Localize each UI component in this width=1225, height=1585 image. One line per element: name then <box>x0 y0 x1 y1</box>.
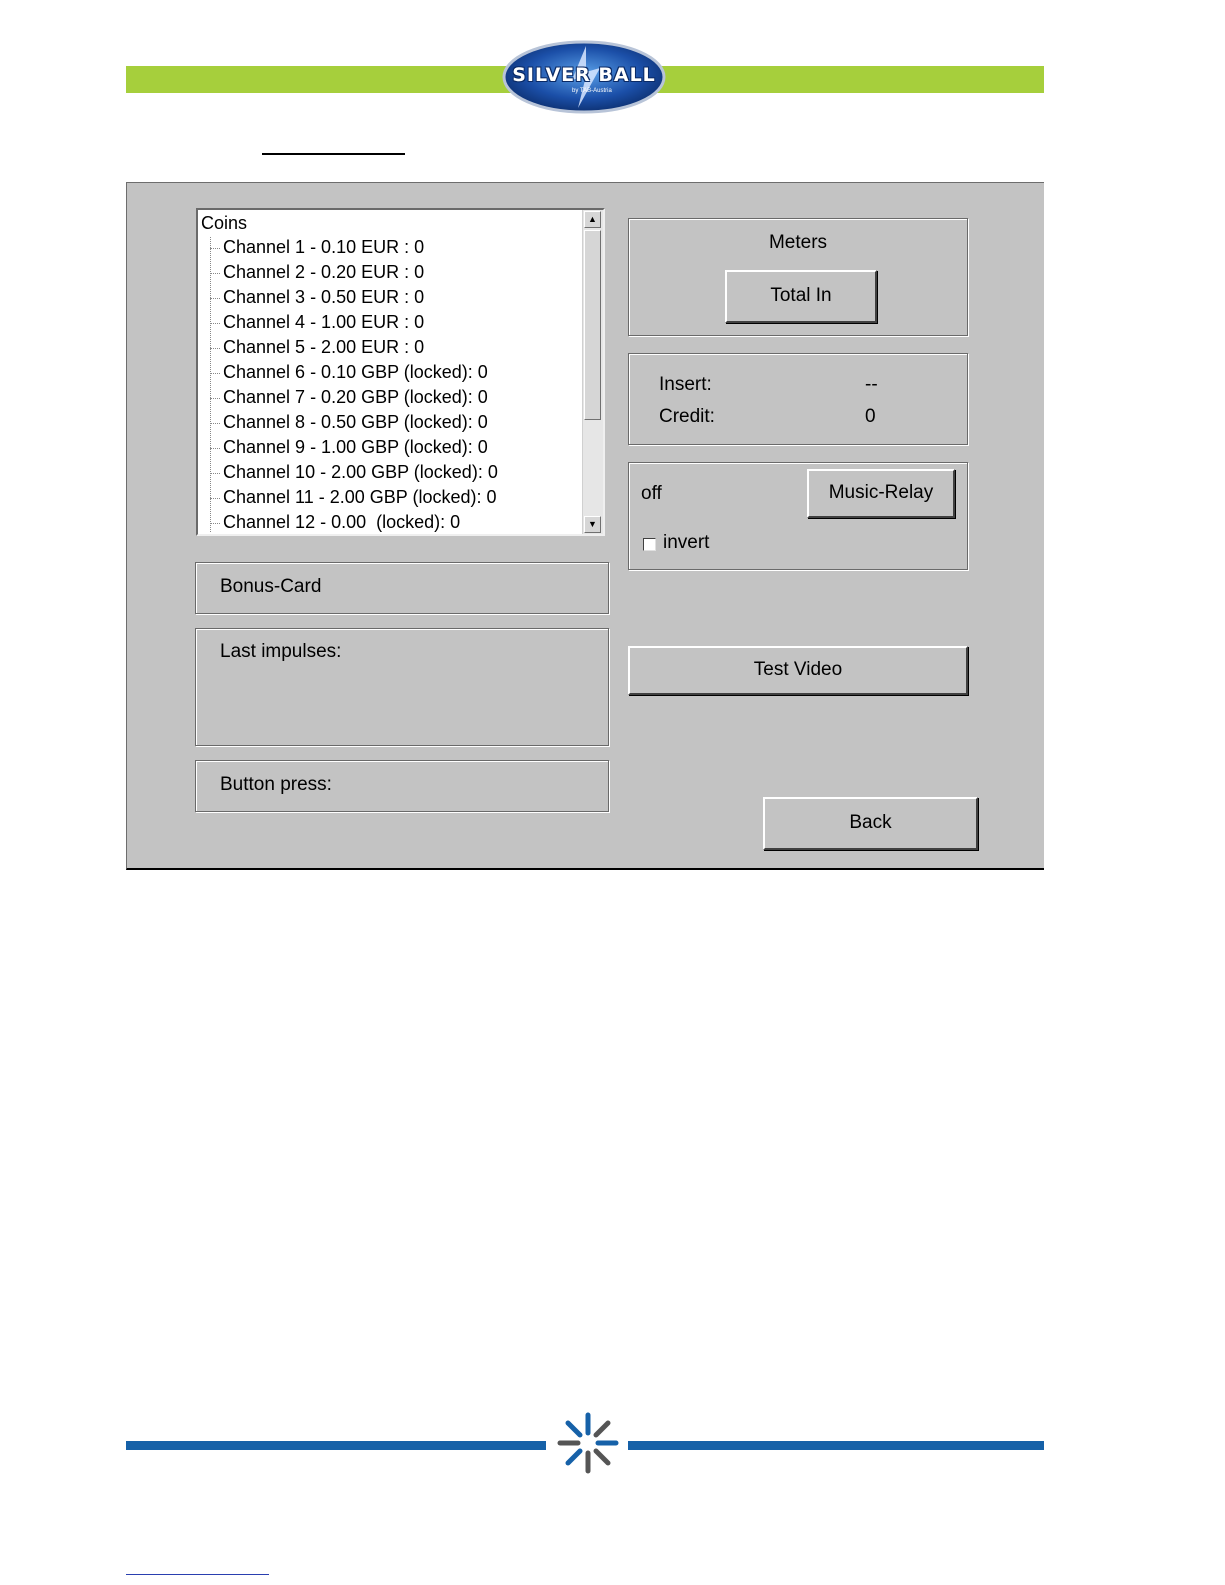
coin-channel-label: Channel 3 - 0.50 EUR : 0 <box>223 287 425 307</box>
coin-channel-item[interactable] <box>210 435 488 460</box>
coin-channel-label: Channel 5 - 2.00 EUR : 0 <box>223 337 425 357</box>
coin-channel-label: Channel 10 - 2.00 GBP (locked): 0 <box>223 462 498 482</box>
credit-label: Credit: <box>659 406 715 427</box>
meters-title: Meters <box>768 232 828 253</box>
footer-line-right <box>628 1441 1044 1450</box>
coins-tree-list[interactable] <box>196 208 605 536</box>
coins-scrollbar[interactable] <box>582 210 603 534</box>
coins-root-label[interactable]: Coins <box>201 213 248 233</box>
tree-branch-line <box>210 348 220 349</box>
logo-text: SILVER BALL <box>512 64 656 86</box>
coin-channel-label: Channel 8 - 0.50 GBP (locked): 0 <box>223 412 488 432</box>
last-impulses-box <box>195 628 609 746</box>
insert-credit-box <box>628 353 968 445</box>
bonus-card-label: Bonus-Card <box>220 576 322 597</box>
button-press-box <box>195 760 609 812</box>
back-button[interactable]: Back <box>763 797 978 850</box>
coin-channel-item[interactable] <box>210 235 424 260</box>
coin-channel-label: Channel 2 - 0.20 EUR : 0 <box>223 262 425 282</box>
music-relay-state: off <box>641 483 662 504</box>
coin-channel-item[interactable] <box>210 460 498 485</box>
tree-branch-line <box>210 498 220 499</box>
total-in-button[interactable]: Total In <box>725 270 877 323</box>
coin-channel-label: Channel 1 - 0.10 EUR : 0 <box>223 237 425 257</box>
test-video-button[interactable]: Test Video <box>628 646 968 695</box>
coin-channel-label: Channel 4 - 1.00 EUR : 0 <box>223 312 425 332</box>
logo-subtitle: by TAB-Austria <box>572 88 612 94</box>
coin-channel-label: Channel 12 - 0.00 (locked): 0 <box>223 512 461 532</box>
footer-line-left <box>126 1441 546 1450</box>
coin-channel-item[interactable] <box>210 260 424 285</box>
coin-channel-item[interactable] <box>210 310 424 335</box>
last-impulses-label: Last impulses: <box>220 641 342 662</box>
coin-channel-item[interactable] <box>210 360 488 385</box>
tree-branch-line <box>210 323 220 324</box>
starburst-logo-icon <box>556 1411 620 1475</box>
coin-channel-label: Channel 11 - 2.00 GBP (locked): 0 <box>223 487 497 507</box>
coin-channel-item[interactable] <box>210 335 424 360</box>
silverball-logo <box>502 40 666 114</box>
title-underline <box>262 153 405 155</box>
invert-checkbox[interactable] <box>643 538 656 551</box>
coin-channel-label: Channel 9 - 1.00 GBP (locked): 0 <box>223 437 488 457</box>
scroll-thumb[interactable] <box>584 230 601 420</box>
coin-channel-label: Channel 7 - 0.20 GBP (locked): 0 <box>223 387 488 407</box>
tree-branch-line <box>210 273 220 274</box>
tree-branch-line <box>210 423 220 424</box>
tree-branch-line <box>210 473 220 474</box>
coin-channel-item[interactable] <box>210 485 497 510</box>
insert-label: Insert: <box>659 374 712 395</box>
scroll-down-icon[interactable]: ▼ <box>584 516 601 533</box>
credit-value: 0 <box>865 406 876 427</box>
coin-channel-item[interactable] <box>210 410 488 435</box>
bottom-link-underline <box>126 1574 269 1575</box>
coin-channel-item[interactable] <box>210 385 488 410</box>
music-relay-button[interactable]: Music-Relay <box>807 469 955 518</box>
tree-branch-line <box>210 523 220 524</box>
scroll-up-icon[interactable]: ▲ <box>584 211 601 228</box>
tree-branch-line <box>210 448 220 449</box>
button-press-label: Button press: <box>220 774 332 795</box>
invert-label[interactable]: invert <box>663 532 710 553</box>
bonus-card-box <box>195 562 609 614</box>
tree-branch-line <box>210 373 220 374</box>
coins-tree-content <box>198 210 583 534</box>
insert-value: -- <box>865 374 878 395</box>
tree-branch-line <box>210 398 220 399</box>
coin-channel-item[interactable] <box>210 285 424 310</box>
coin-channel-label: Channel 6 - 0.10 GBP (locked): 0 <box>223 362 488 382</box>
tree-branch-line <box>210 298 220 299</box>
tree-branch-line <box>210 248 220 249</box>
coin-channel-item[interactable] <box>210 510 460 535</box>
